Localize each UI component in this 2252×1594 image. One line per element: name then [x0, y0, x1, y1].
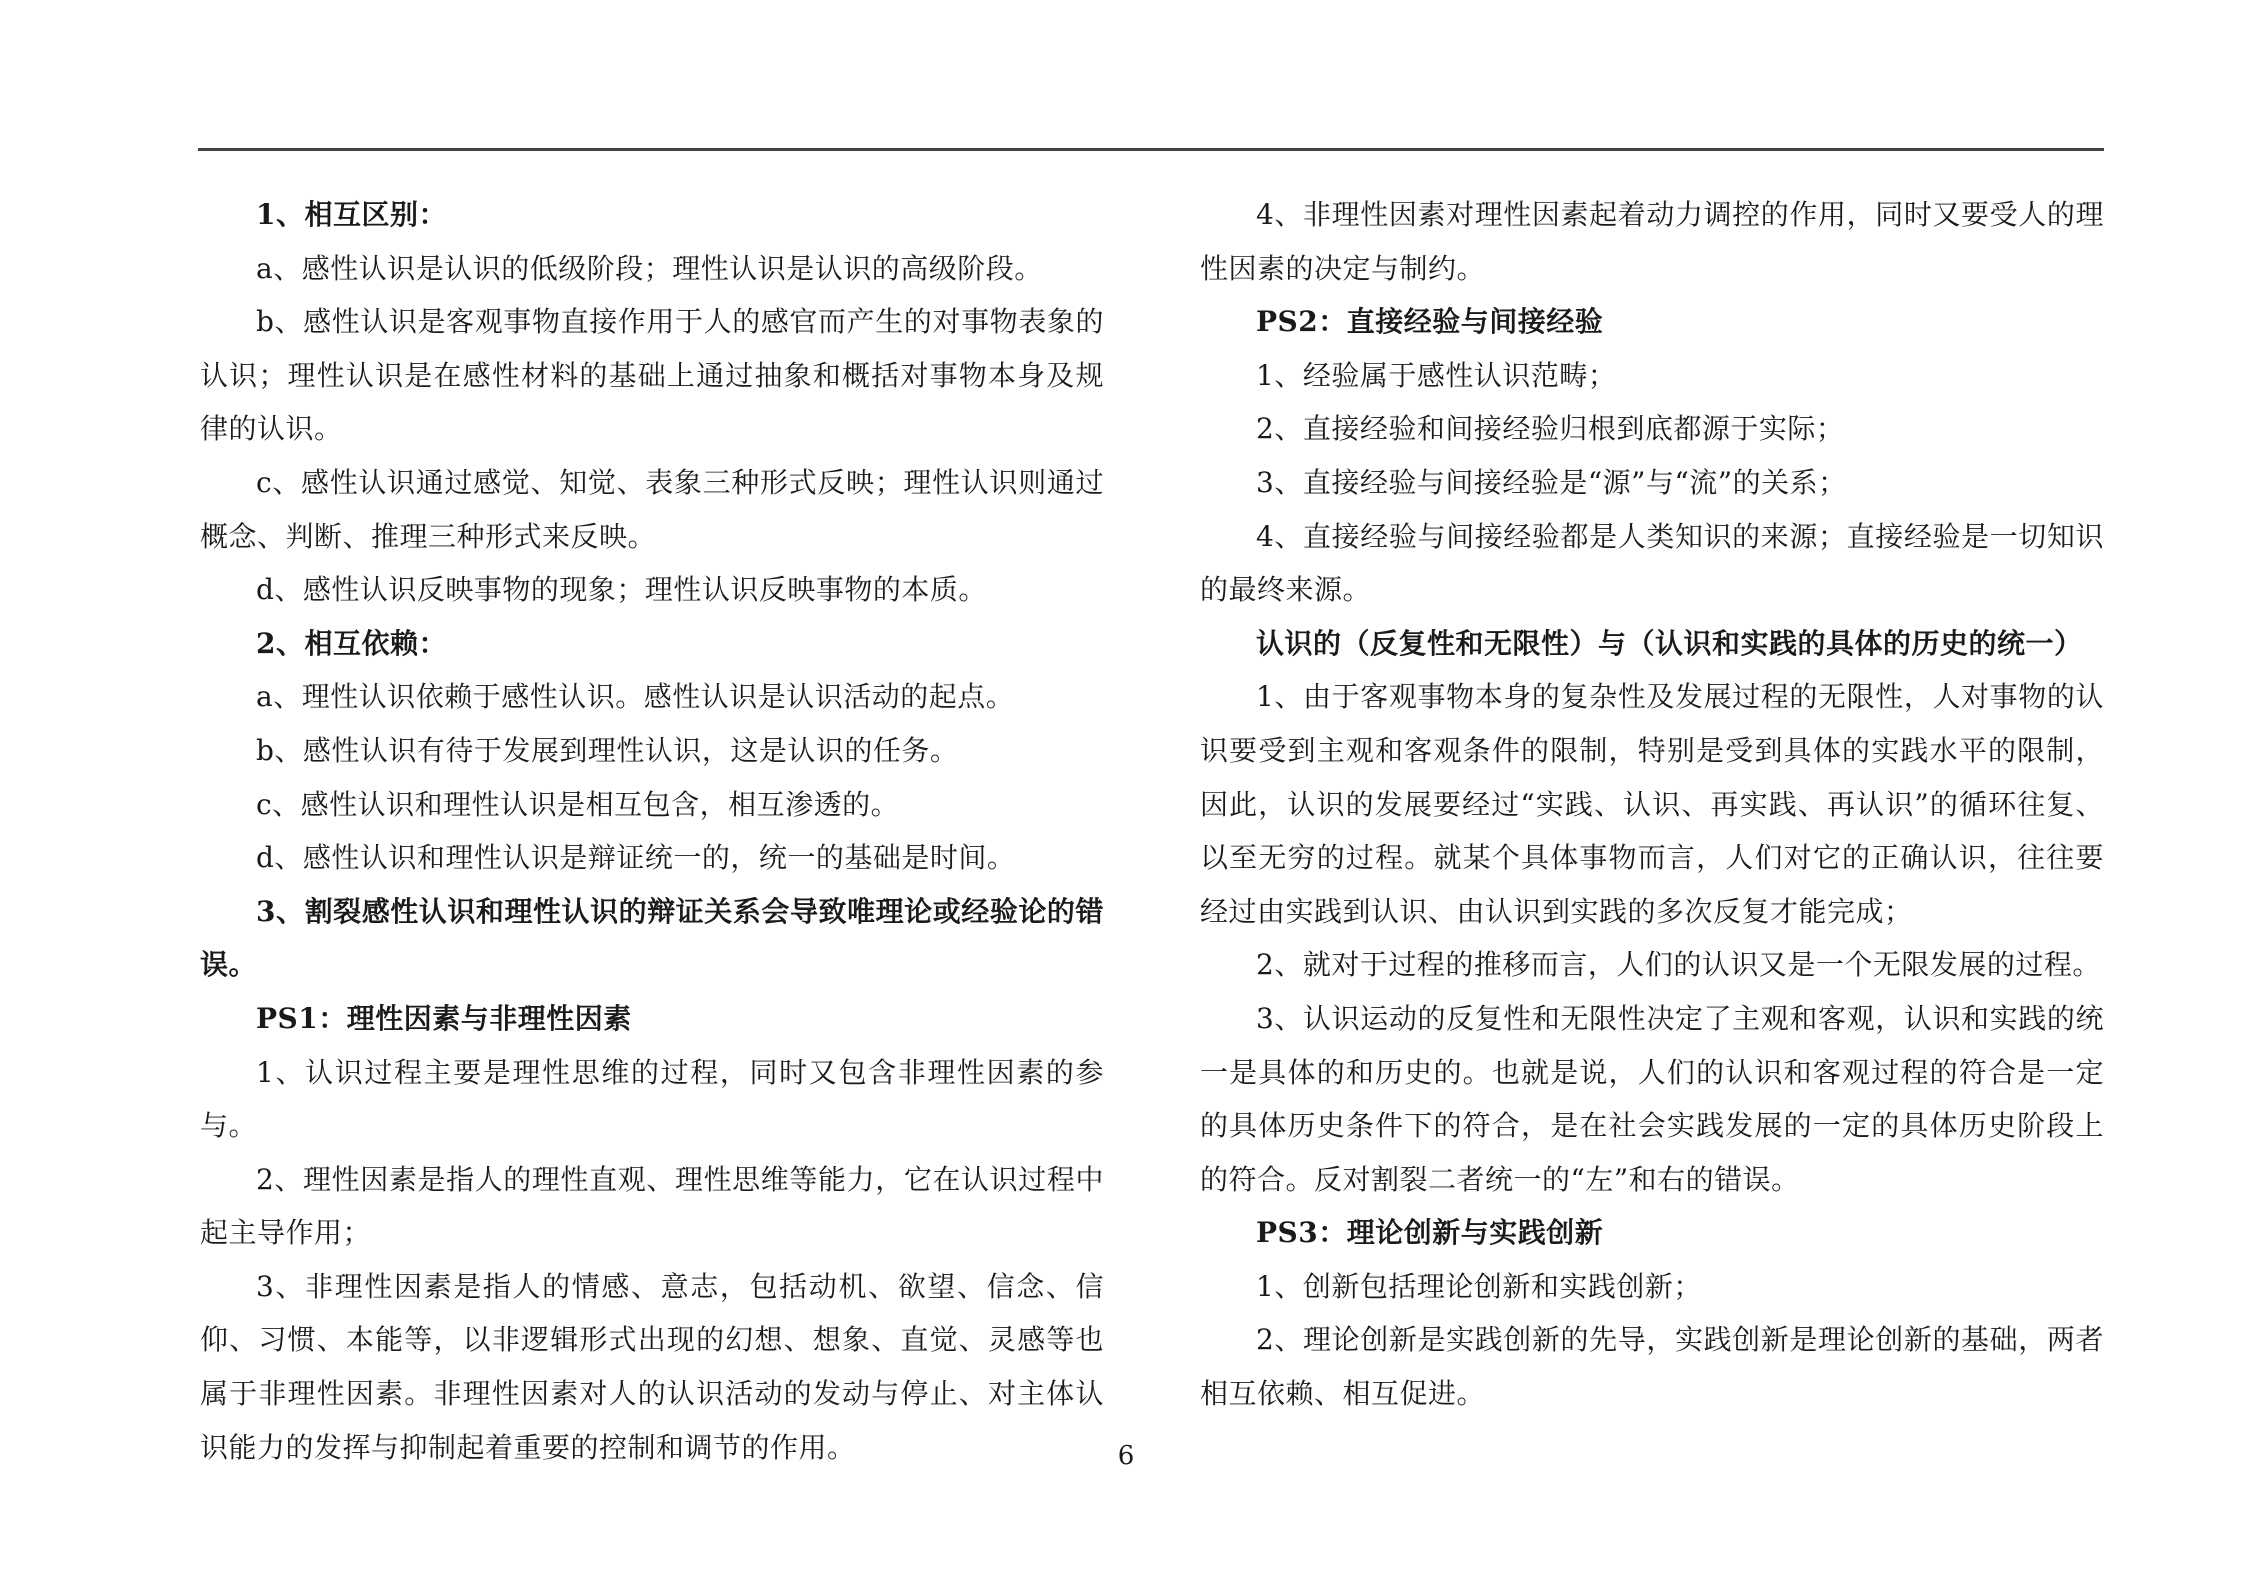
- paragraph: 2、理性因素是指人的理性直观、理性思维等能力，它在认识过程中起主导作用；: [200, 1162, 1104, 1250]
- page-number: 6: [1117, 1441, 1135, 1471]
- paragraph: 2、理论创新是实践创新的先导，实践创新是理论创新的基础，两者相互依赖、相互促进。: [1200, 1323, 2104, 1411]
- paragraph: 1、创新包括理论创新和实践创新；: [1256, 1269, 1702, 1303]
- paragraph: 3、直接经验与间接经验是“源”与“流”的关系；: [1256, 465, 1847, 499]
- paragraph: 1、经验属于感性认识范畴；: [1256, 358, 1617, 392]
- paragraph: b、感性认识有待于发展到理性认识，这是认识的任务。: [256, 733, 959, 767]
- paragraph: 1、认识过程主要是理性思维的过程，同时又包含非理性因素的参与。: [200, 1055, 1104, 1143]
- paragraph: 3、非理性因素是指人的情感、意志，包括动机、欲望、信念、信仰、习惯、本能等，以非逻辑形式出现的幻想、想象、直觉、灵感等也属于非理性因素。非理性因素对人的认识活动的发动与停止、对主体认识能力的发挥与抑制起着重要的控制和调节的作用。: [200, 1269, 1104, 1464]
- paragraph: 4、非理性因素对理性因素起着动力调控的作用，同时又要受人的理性因素的决定与制约。: [1200, 198, 2104, 285]
- section-heading: 2、相互依赖：: [256, 626, 447, 660]
- paragraph: 4、直接经验与间接经验都是人类知识的来源；直接经验是一切知识的最终来源。: [1200, 519, 2104, 607]
- paragraph: c、感性认识通过感觉、知觉、表象三种形式反映；理性认识则通过概念、判断、推理三种形式来反映。: [200, 465, 1104, 553]
- section-heading: 1、相互区别：: [256, 198, 447, 231]
- paragraph: 3、认识运动的反复性和无限性决定了主观和客观，认识和实践的统一是具体的和历史的。也就是说，人们的认识和客观过程的符合是一定的具体历史条件下的符合，是在社会实践发展的一定的具体历史阶段上的符合。反对割裂二者统一的“左”和右的错误。: [1200, 1001, 2104, 1196]
- section-heading: PS1：理性因素与非理性因素: [256, 1001, 632, 1035]
- right-column: [1200, 188, 2104, 1421]
- paragraph: a、理性认识依赖于感性认识。感性认识是认识活动的起点。: [256, 680, 1015, 714]
- paragraph: b、感性认识是客观事物直接作用于人的感官而产生的对事物表象的认识；理性认识是在感性材料的基础上通过抽象和概括对事物本身及规律的认识。: [200, 305, 1104, 446]
- paragraph: d、感性认识和理性认识是辩证统一的，统一的基础是时间。: [256, 841, 1016, 875]
- paragraph: a、感性认识是认识的低级阶段；理性认识是认识的高级阶段。: [256, 251, 1043, 285]
- paragraph: c、感性认识和理性认识是相互包含，相互渗透的。: [256, 787, 900, 821]
- section-heading: PS2：直接经验与间接经验: [1256, 305, 1604, 339]
- left-column: [200, 188, 1104, 1474]
- section-heading: 认识的（反复性和无限性）与（认识和实践的具体的历史的统一）: [1256, 626, 2083, 660]
- header-rule: [198, 148, 2104, 151]
- section-heading: PS3：理论创新与实践创新: [1256, 1216, 1604, 1250]
- section-heading: 3、割裂感性认识和理性认识的辩证关系会导致唯理论或经验论的错误。: [200, 894, 1104, 982]
- paragraph: 2、就对于过程的推移而言，人们的认识又是一个无限发展的过程。: [1256, 948, 2101, 982]
- paragraph: 1、由于客观事物本身的复杂性及发展过程的无限性，人对事物的认识要受到主观和客观条件的限制，特别是受到具体的实践水平的限制，因此，认识的发展要经过“实践、认识、再实践、再认识”的循环往复、以至无穷的过程。就某个具体事物而言，人们对它的正确认识，往往要经过由实践到认识、由认识到实践的多次反复才能完成；: [1200, 680, 2104, 928]
- paragraph: 2、直接经验和间接经验归根到底都源于实际；: [1256, 412, 1845, 446]
- paragraph: d、感性认识反映事物的现象；理性认识反映事物的本质。: [256, 573, 987, 607]
